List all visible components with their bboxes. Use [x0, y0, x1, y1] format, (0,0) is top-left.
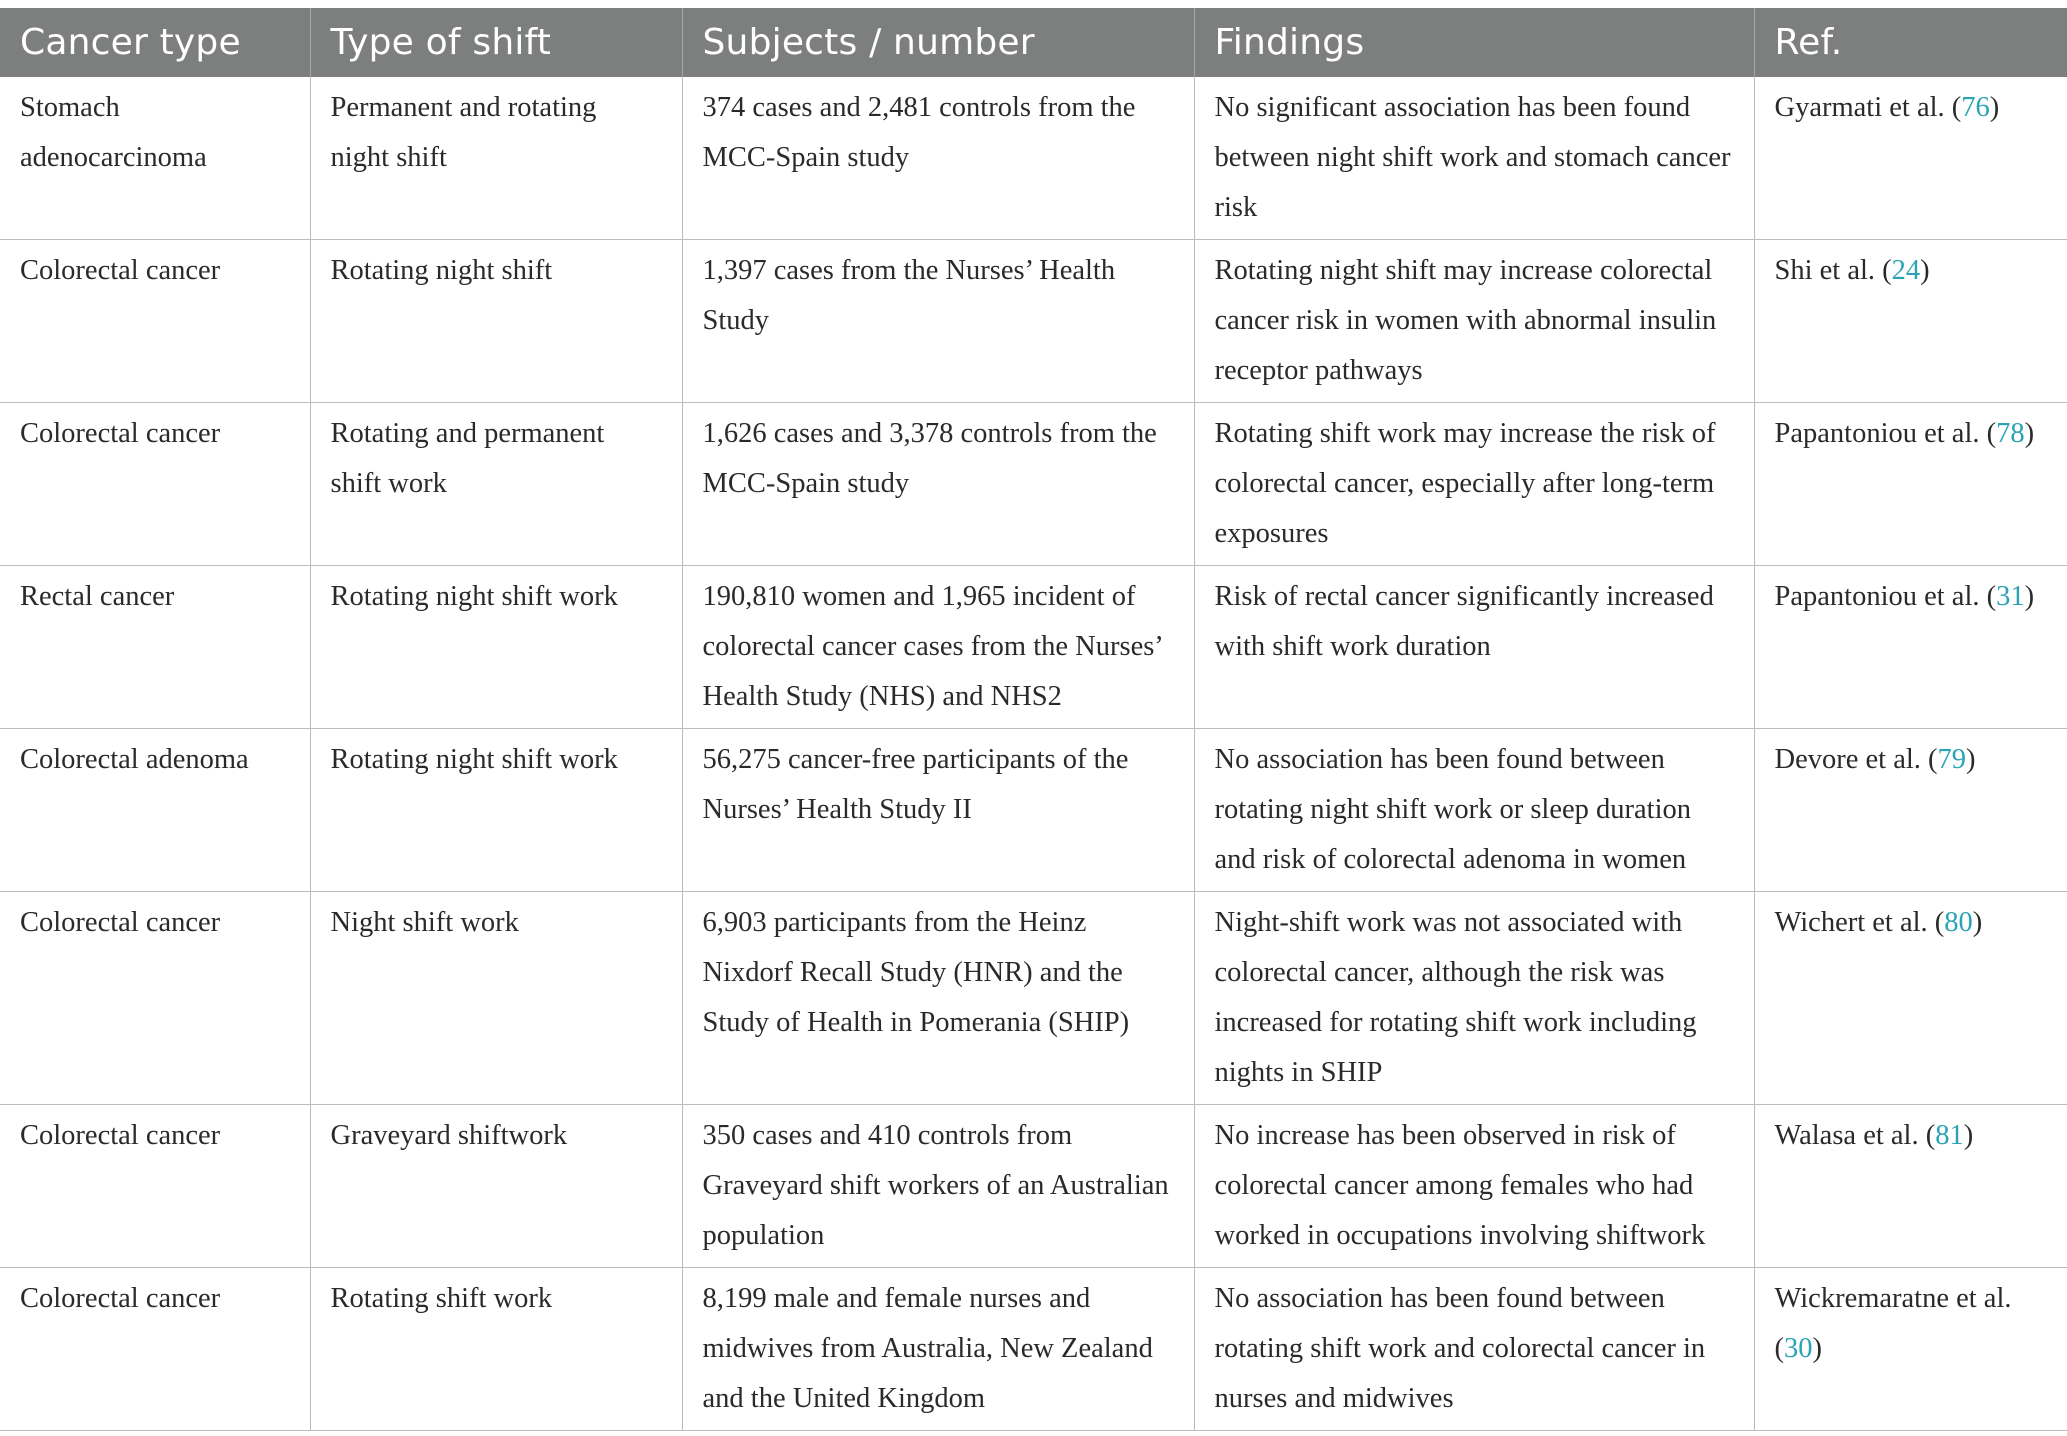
cell-cancer-type: Rectal cancer — [0, 566, 310, 729]
table-row — [0, 566, 2067, 729]
cell-ref — [1754, 1105, 2067, 1268]
ref-close: ) — [1963, 1120, 1974, 1151]
cell-findings: Rotating night shift may increase colorectal cancer risk in women with abnormal insulin receptor pathways — [1194, 240, 1754, 403]
ref-close: ) — [2024, 581, 2035, 612]
ref-link[interactable]: 78 — [1996, 418, 2025, 449]
cell-shift-type: Rotating night shift — [310, 240, 682, 403]
ref-author: Walasa et al. ( — [1774, 1120, 1936, 1151]
ref-link[interactable]: 80 — [1944, 907, 1973, 938]
cell-ref — [1754, 77, 2067, 240]
ref-close: ) — [1920, 255, 1930, 286]
cell-cancer-type: Colorectal cancer — [0, 1268, 310, 1431]
ref-link[interactable]: 76 — [1961, 92, 1990, 123]
cell-cancer-type: Colorectal cancer — [0, 403, 310, 566]
cell-subjects: 1,626 cases and 3,378 controls from the MCC-Spain study — [682, 403, 1194, 566]
ref-link[interactable]: 30 — [1784, 1333, 1813, 1364]
cell-ref — [1754, 892, 2067, 1105]
table-row — [0, 240, 2067, 403]
cell-subjects: 374 cases and 2,481 controls from the MCC-Spain study — [682, 77, 1194, 240]
header-ref: Ref. — [1754, 8, 2067, 77]
ref-author: Papantoniou et al. ( — [1774, 581, 1997, 612]
ref-author: Gyarmati et al. ( — [1774, 92, 1962, 123]
header-type-of-shift: Type of shift — [310, 8, 682, 77]
cell-shift-type: Rotating night shift work — [310, 729, 682, 892]
cell-cancer-type: Colorectal cancer — [0, 1105, 310, 1268]
cell-shift-type: Rotating night shift work — [310, 566, 682, 729]
cell-shift-type: Graveyard shiftwork — [310, 1105, 682, 1268]
ref-author: Papantoniou et al. ( — [1774, 418, 1997, 449]
shift-work-cancer-table — [0, 8, 2067, 1431]
ref-close: ) — [1966, 744, 1976, 775]
cell-findings: No significant association has been found between night shift work and stomach cancer risk — [1194, 77, 1754, 240]
header-findings: Findings — [1194, 8, 1754, 77]
header-cancer-type: Cancer type — [0, 8, 310, 77]
ref-close: ) — [1812, 1333, 1822, 1364]
table-row — [0, 729, 2067, 892]
ref-link[interactable]: 24 — [1891, 255, 1921, 286]
cell-subjects: 8,199 male and female nurses and midwives from Australia, New Zealand and the United Kingdom — [682, 1268, 1194, 1431]
table-container — [0, 8, 2067, 1431]
ref-close: ) — [1989, 92, 2000, 123]
cell-shift-type: Rotating and permanent shift work — [310, 403, 682, 566]
cell-subjects: 6,903 participants from the Heinz Nixdorf Recall Study (HNR) and the Study of Health in Pomerania (SHIP) — [682, 892, 1194, 1105]
cell-ref — [1754, 566, 2067, 729]
table-row — [0, 403, 2067, 566]
table-row — [0, 77, 2067, 240]
cell-subjects: 350 cases and 410 controls from Graveyard shift workers of an Australian population — [682, 1105, 1194, 1268]
cell-shift-type: Permanent and rotating night shift — [310, 77, 682, 240]
cell-ref — [1754, 240, 2067, 403]
table-row — [0, 892, 2067, 1105]
ref-close: ) — [2024, 418, 2035, 449]
ref-author: Devore et al. ( — [1774, 744, 1938, 775]
ref-author: Wickremaratne et al. ( — [1774, 1283, 2012, 1364]
cell-subjects: 1,397 cases from the Nurses’ Health Study — [682, 240, 1194, 403]
cell-ref — [1754, 1268, 2067, 1431]
cell-cancer-type: Colorectal cancer — [0, 240, 310, 403]
ref-link[interactable]: 81 — [1935, 1120, 1964, 1151]
table-body — [0, 77, 2067, 1431]
header-row — [0, 8, 2067, 77]
cell-cancer-type: Colorectal adenoma — [0, 729, 310, 892]
table-header — [0, 8, 2067, 77]
cell-findings: Rotating shift work may increase the risk of colorectal cancer, especially after long-term exposures — [1194, 403, 1754, 566]
table-row — [0, 1268, 2067, 1431]
cell-shift-type: Rotating shift work — [310, 1268, 682, 1431]
cell-subjects: 190,810 women and 1,965 incident of colorectal cancer cases from the Nurses’ Health Study (NHS) and NHS2 — [682, 566, 1194, 729]
ref-link[interactable]: 31 — [1996, 581, 2025, 612]
table-row — [0, 1105, 2067, 1268]
cell-cancer-type: Stomach adenocarcinoma — [0, 77, 310, 240]
cell-ref — [1754, 403, 2067, 566]
cell-ref — [1754, 729, 2067, 892]
cell-findings: Night-shift work was not associated with colorectal cancer, although the risk was increased for rotating shift work including nights in SHIP — [1194, 892, 1754, 1105]
cell-cancer-type: Colorectal cancer — [0, 892, 310, 1105]
ref-author: Wichert et al. ( — [1774, 907, 1945, 938]
ref-author: Shi et al. ( — [1774, 255, 1892, 286]
cell-shift-type: Night shift work — [310, 892, 682, 1105]
ref-link[interactable]: 79 — [1937, 744, 1966, 775]
cell-findings: No association has been found between rotating shift work and colorectal cancer in nurses and midwives — [1194, 1268, 1754, 1431]
cell-findings: No association has been found between rotating night shift work or sleep duration and risk of colorectal adenoma in women — [1194, 729, 1754, 892]
cell-findings: No increase has been observed in risk of colorectal cancer among females who had worked in occupations involving shiftwork — [1194, 1105, 1754, 1268]
cell-findings: Risk of rectal cancer significantly increased with shift work duration — [1194, 566, 1754, 729]
ref-close: ) — [1972, 907, 1983, 938]
header-subjects-number: Subjects / number — [682, 8, 1194, 77]
cell-subjects: 56,275 cancer-free participants of the Nurses’ Health Study II — [682, 729, 1194, 892]
